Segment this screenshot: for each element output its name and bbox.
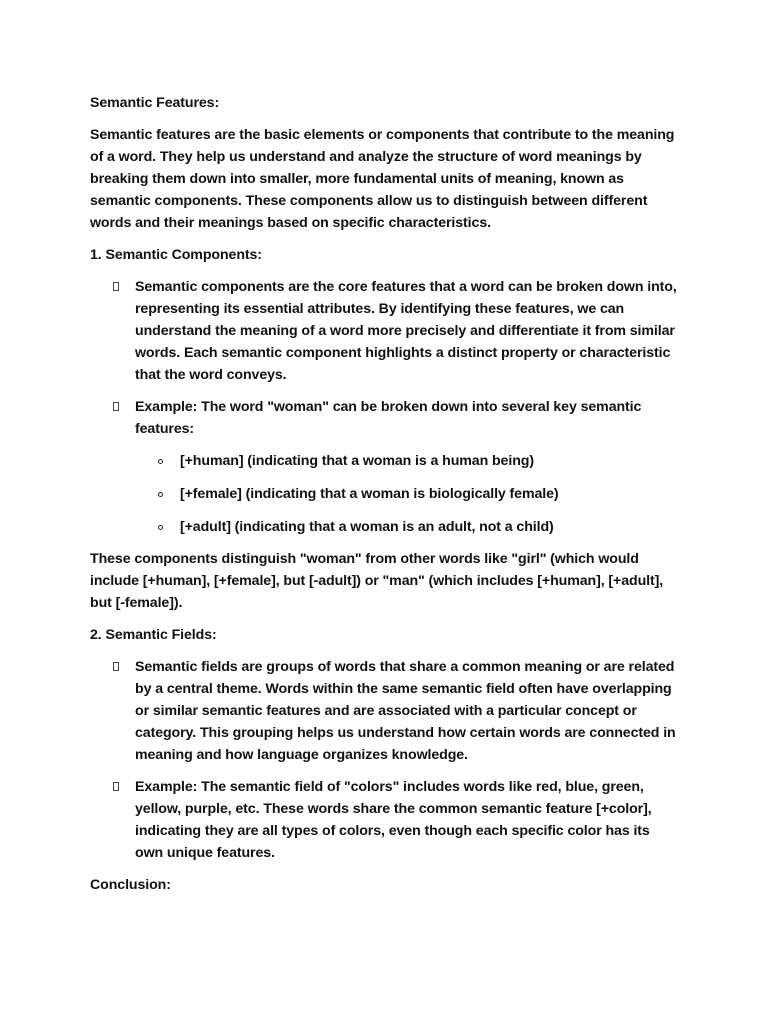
list-item-text: Semantic fields are groups of words that share a common meaning or are related by a central theme. Words within the same semantic field often have overlapping or similar semantic features and are associated with a particular concept or category. This grouping helps us understand how certain words are connected in meaning and how language organizes knowledge. [135,659,676,763]
list-item-text: Example: The semantic field of "colors" includes words like red, blue, green, yellow, purple, etc. These words share the common semantic feature [+color], indicating they are all types of colors, even though each specific color has its own unique features. [135,779,652,861]
list-item [90,396,680,538]
circle-bullet-icon [158,459,163,464]
sub-list-item [135,483,680,505]
intro-paragraph: Semantic features are the basic elements or components that contribute to the meaning of a word. They help us understand and analyze the structure of word meanings by breaking them down into smaller, more fundamental units of meaning, known as semantic components. These components allow us to distinguish between different words and their meanings based on specific characteristics. [90,127,675,231]
conclusion-heading: Conclusion: [90,877,171,893]
sub-list-item-text: [+female] (indicating that a woman is biologically female) [180,486,559,502]
list-item-text: Semantic components are the core features that a word can be broken down into, representing its essential attributes. By identifying these features, we can understand the meaning of a word more precisely and differentiate it from similar words. Each semantic component highlights a distinct property or characteristic that the word conveys. [135,279,677,383]
sub-list-item-text: [+adult] (indicating that a woman is an adult, not a child) [180,519,554,535]
components-closing-paragraph: These components distinguish "woman" from other words like "girl" (which would include [+human], [+female], but [-adult]) or "man" (which includes [+human], [+adult], but [-female]). [90,551,664,611]
document-title: Semantic Features: [90,95,220,111]
document-body [90,92,680,906]
list-item [90,656,680,766]
list-item [90,776,680,864]
woman-features-list [135,450,680,538]
semantic-components-list [90,276,680,538]
section-heading-semantic-components: 1. Semantic Components: [90,247,262,263]
section-heading-semantic-fields: 2. Semantic Fields: [90,627,217,643]
list-item [90,276,680,386]
sub-list-item-text: [+human] (indicating that a woman is a human being) [180,453,534,469]
sub-list-item [135,450,680,472]
bullet-box-icon [113,402,119,411]
sub-list-item [135,516,680,538]
circle-bullet-icon [158,492,163,497]
bullet-box-icon [113,662,119,671]
bullet-box-icon [113,782,119,791]
bullet-box-icon [113,282,119,291]
list-item-text: Example: The word "woman" can be broken down into several key semantic features: [135,399,642,437]
semantic-fields-list [90,656,680,864]
circle-bullet-icon [158,525,163,530]
